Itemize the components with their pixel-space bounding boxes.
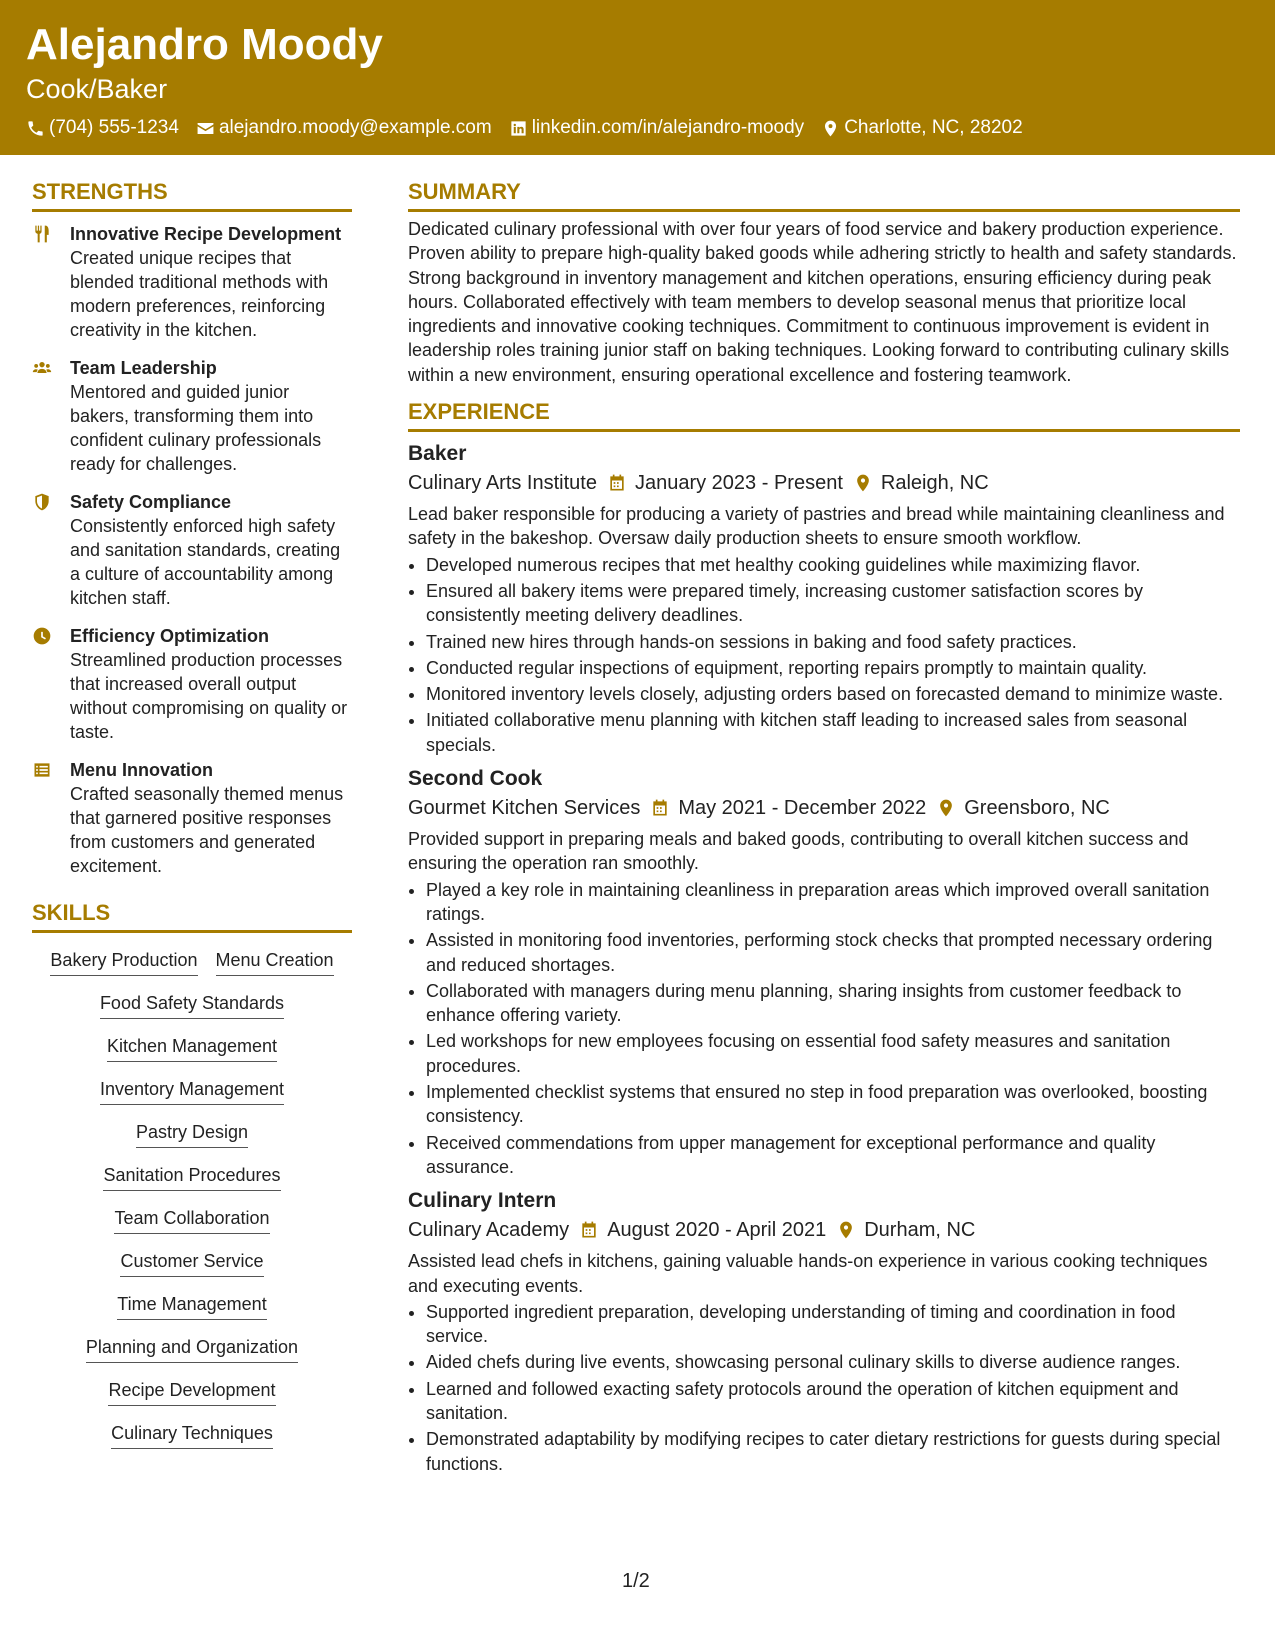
list-item: • Trained new hires through hands-on sessions in baking and food safety practices.	[426, 630, 1240, 654]
job-dates: May 2021 - December 2022	[678, 797, 927, 820]
contact-phone	[26, 117, 179, 139]
job-title: Baker	[408, 442, 467, 466]
calendar-icon	[579, 1220, 599, 1240]
contact-location	[821, 117, 1023, 139]
job-entry	[408, 1187, 1240, 1476]
list-item: • Supported ingredient preparation, developing understanding of timing and coordination in food service.	[426, 1300, 1240, 1349]
left-column	[32, 177, 352, 1461]
location-pin-icon	[821, 119, 840, 138]
calendar-icon	[650, 798, 670, 818]
skill-tag: Planning and Organization	[86, 1335, 298, 1363]
skill-tag: Inventory Management	[100, 1077, 284, 1105]
location-text: Charlotte, NC, 28202	[844, 117, 1023, 138]
right-column	[408, 177, 1240, 1478]
list-item: • Developed numerous recipes that met healthy cooking guidelines while maximizing flavor.	[426, 553, 1240, 577]
job-location: Greensboro, NC	[964, 797, 1110, 820]
summary-heading: SUMMARY	[408, 177, 1240, 212]
linkedin-text: linkedin.com/in/alejandro-moody	[531, 117, 805, 138]
shield-icon	[32, 492, 52, 512]
strength-title: Team Leadership	[70, 358, 217, 378]
strengths-list	[32, 222, 352, 878]
location-pin-icon	[853, 473, 873, 493]
list-item: • Led workshops for new employees focusing on essential food safety measures and sanitation procedures.	[426, 1029, 1240, 1078]
strength-item	[32, 356, 352, 476]
skill-tag: Culinary Techniques	[111, 1421, 273, 1449]
list-icon	[32, 760, 52, 780]
job-company: Gourmet Kitchen Services	[408, 797, 641, 820]
job-description: Assisted lead chefs in kitchens, gaining valuable hands-on experience in various cooking techniques and executing events.	[408, 1251, 1208, 1296]
job-title: Culinary Intern	[408, 1189, 557, 1213]
job-entry	[408, 765, 1240, 1179]
list-item: • Initiated collaborative menu planning with kitchen staff leading to increased sales from seasonal specials.	[426, 708, 1240, 757]
candidate-name: Alejandro Moody	[26, 20, 383, 69]
email-text: alejandro.moody@example.com	[218, 117, 492, 138]
strength-desc: Created unique recipes that blended traditional methods with modern preferences, reinforcing creativity in the kitchen.	[70, 248, 329, 340]
list-item: • Received commendations from upper management for exceptional performance and quality assurance.	[426, 1131, 1240, 1180]
job-description: Provided support in preparing meals and baked goods, contributing to overall kitchen success and ensuring the operation ran smoothly.	[408, 829, 1189, 874]
skills-heading: SKILLS	[32, 898, 352, 933]
strength-desc: Consistently enforced high safety and sanitation standards, creating a culture of accountability among kitchen staff.	[70, 516, 341, 608]
skill-tag: Time Management	[117, 1292, 266, 1320]
phone-icon	[26, 119, 45, 138]
job-bullets	[408, 553, 1240, 757]
calendar-icon	[607, 473, 627, 493]
job-location: Durham, NC	[864, 1219, 976, 1242]
strength-title: Menu Innovation	[70, 760, 213, 780]
contact-linkedin[interactable]	[509, 117, 804, 139]
list-item: • Demonstrated adaptability by modifying recipes to cater dietary restrictions for guests during special functions.	[426, 1427, 1240, 1476]
strength-title: Safety Compliance	[70, 492, 232, 512]
list-item: • Ensured all bakery items were prepared timely, increasing customer satisfaction scores by consistently meeting delivery deadlines.	[426, 579, 1240, 628]
skill-tag: Sanitation Procedures	[103, 1163, 280, 1191]
linkedin-icon	[509, 119, 528, 138]
envelope-icon	[196, 119, 215, 138]
list-item: • Learned and followed exacting safety protocols around the operation of kitchen equipment and sanitation.	[426, 1377, 1240, 1426]
job-location: Raleigh, NC	[880, 472, 989, 495]
contact-bar	[26, 117, 1040, 139]
strength-item	[32, 222, 352, 342]
strength-title: Efficiency Optimization	[70, 626, 270, 646]
list-item: • Conducted regular inspections of equipment, reporting repairs promptly to maintain quality.	[426, 656, 1240, 680]
job-meta	[408, 793, 1240, 823]
skill-tag: Food Safety Standards	[100, 991, 284, 1019]
job-bullets	[408, 878, 1240, 1180]
utensils-icon	[32, 224, 52, 244]
job-company: Culinary Academy	[408, 1219, 570, 1242]
strength-title: Innovative Recipe Development	[70, 224, 342, 244]
skill-tag: Customer Service	[120, 1249, 263, 1277]
list-item: • Aided chefs during live events, showcasing personal culinary skills to diverse audience ranges.	[426, 1350, 1240, 1374]
job-description: Lead baker responsible for producing a variety of pastries and bread while maintaining cleanliness and safety in the bakeshop. Oversaw daily production sheets to ensure smooth workflow.	[408, 504, 1225, 549]
skills-list	[32, 945, 352, 1461]
experience-heading: EXPERIENCE	[408, 397, 1240, 432]
job-dates: January 2023 - Present	[634, 472, 843, 495]
summary-text: Dedicated culinary professional with over four years of food service and bakery production experience. Proven ability to prepare high-quality baked goods while adhering strictly to health and safety standards. Strong background in inventory management and kitchen operations, ensuring efficiency during peak hours. Collaborated effectively with team members to develop seasonal menus that prioritize local ingredients and innovative cooking techniques. Commitment to continuous improvement is evident in leadership roles training junior staff on baking techniques. Looking forward to contributing culinary skills within a new environment, ensuring operational excellence and fostering teamwork.	[408, 219, 1237, 385]
strength-item	[32, 624, 352, 744]
location-pin-icon	[936, 798, 956, 818]
list-item: • Monitored inventory levels closely, adjusting orders based on forecasted demand to minimize waste.	[426, 682, 1240, 706]
job-title: Second Cook	[408, 767, 543, 791]
skill-tag: Pastry Design	[136, 1120, 248, 1148]
page-number: 1/2	[622, 1570, 650, 1592]
list-item: • Collaborated with managers during menu planning, sharing insights from customer feedback to enhance offering variety.	[426, 979, 1240, 1028]
skill-tag: Menu Creation	[216, 948, 334, 976]
users-icon	[32, 358, 52, 378]
location-pin-icon	[836, 1220, 856, 1240]
job-dates: August 2020 - April 2021	[607, 1219, 827, 1242]
skill-tag: Recipe Development	[108, 1378, 275, 1406]
contact-email[interactable]	[196, 117, 492, 139]
strengths-heading: STRENGTHS	[32, 177, 352, 212]
strength-desc: Crafted seasonally themed menus that garnered positive responses from customers and generated excitement.	[70, 784, 344, 876]
list-item: • Implemented checklist systems that ensured no step in food preparation was overlooked, boosting consistency.	[426, 1080, 1240, 1129]
list-item: • Played a key role in maintaining cleanliness in preparation areas which improved overall sanitation ratings.	[426, 878, 1240, 927]
candidate-role: Cook/Baker	[26, 74, 168, 104]
strength-desc: Streamlined production processes that increased overall output without compromising on quality or taste.	[70, 650, 348, 742]
strength-desc: Mentored and guided junior bakers, transforming them into confident culinary professionals ready for challenges.	[70, 382, 322, 474]
strength-item	[32, 490, 352, 610]
job-meta	[408, 468, 1240, 498]
skill-tag: Team Collaboration	[114, 1206, 269, 1234]
resume-header	[0, 0, 1275, 155]
skill-tag: Kitchen Management	[107, 1034, 277, 1062]
job-bullets	[408, 1300, 1240, 1476]
list-item: • Assisted in monitoring food inventories, performing stock checks that prompted necessary ordering and reduced shortages.	[426, 928, 1240, 977]
strength-item	[32, 758, 352, 878]
phone-text: (704) 555-1234	[49, 117, 179, 138]
job-meta	[408, 1215, 1240, 1245]
job-company: Culinary Arts Institute	[408, 472, 597, 495]
job-entry	[408, 440, 1240, 757]
clock-icon	[32, 626, 52, 646]
skill-tag: Bakery Production	[50, 948, 197, 976]
